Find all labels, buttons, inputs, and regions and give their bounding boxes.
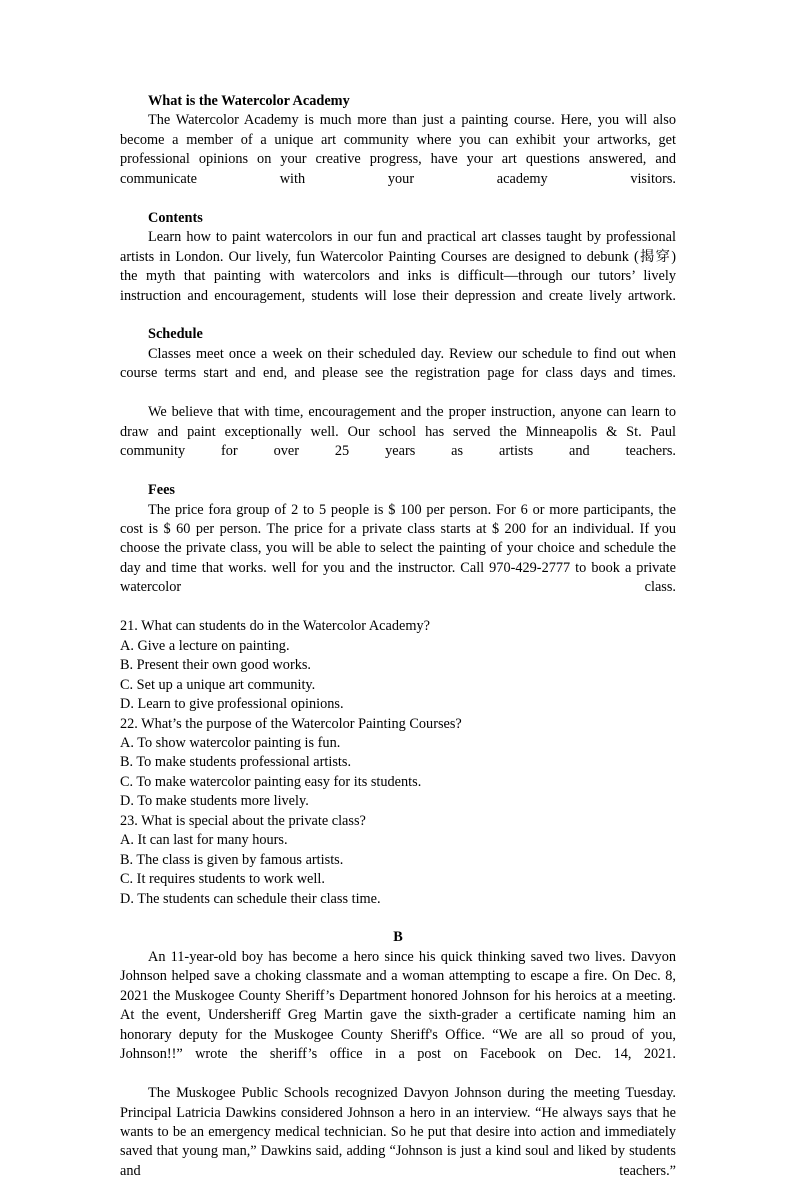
question-23 [120, 812, 676, 909]
question-option[interactable]: B. To make students professional artists. [120, 754, 352, 771]
question-option[interactable]: C. It requires students to work well. [120, 871, 325, 888]
question-option[interactable]: A. Give a lecture on painting. [120, 637, 290, 654]
section-heading: What is the Watercolor Academy [148, 93, 350, 109]
question-option[interactable]: D. Learn to give professional opinions. [120, 696, 344, 713]
question-stem: 23. What is special about the private class? [120, 812, 366, 829]
passage-a [120, 92, 676, 909]
section-paragraph: We believe that with time, encouragement and the proper instruction, anyone can learn to draw and paint exceptionally well. Our school has served the Minneapolis & St. Paul community for over 25 years as artists and teachers. [120, 404, 676, 460]
section-what-is-the-watercolor-academy [120, 92, 676, 209]
question-option[interactable]: A. It can last for many hours. [120, 832, 288, 849]
passage-b-label: B [393, 929, 403, 946]
question-option[interactable]: B. Present their own good works. [120, 657, 312, 674]
section-schedule [120, 325, 676, 481]
passage-b-paragraph: The Muskogee Public Schools recognized Davyon Johnson during the meeting Tuesday. Principal Latricia Dawkins considered Johnson a hero in an interview. “He always says that he wants to be an emergency medical technician. So he put that desire into action and immediately saved that young man,” Dawkins said, adding “Johnson is just a kind soul and liked by students and teachers.” [120, 1085, 676, 1179]
section-heading: Fees [148, 482, 175, 499]
section-fees [120, 481, 676, 617]
section-heading: Schedule [148, 326, 203, 343]
question-stem: 22. What’s the purpose of the Watercolor Painting Courses? [120, 715, 462, 732]
question-22 [120, 715, 676, 812]
question-option[interactable]: C. Set up a unique art community. [120, 676, 316, 693]
section-heading: Contents [148, 209, 203, 226]
question-option[interactable]: D. The students can schedule their class time. [120, 890, 381, 907]
passage-b [120, 928, 676, 1200]
question-option[interactable]: C. To make watercolor painting easy for its students. [120, 773, 422, 790]
section-paragraph: Learn how to paint watercolors in our fun and practical art classes taught by professional artists in London. Our lively, fun Watercolor Painting Courses are designed to debunk (揭穿) the myth that painting with watercolors and inks is difficult—through our tutors’ lively instruction and encouragement, students will lose their depression and create lively artwork. [120, 229, 676, 304]
question-option[interactable]: A. To show watercolor painting is fun. [120, 734, 341, 751]
document-body [120, 92, 676, 1201]
question-option[interactable]: D. To make students more lively. [120, 793, 309, 810]
question-21 [120, 617, 676, 714]
question-stem: 21. What can students do in the Watercolor Academy? [120, 618, 430, 635]
section-paragraph: Classes meet once a week on their scheduled day. Review our schedule to find out when course terms start and end, and please see the registration page for class days and times. [120, 345, 676, 382]
question-option[interactable]: B. The class is given by famous artists. [120, 851, 344, 868]
section-contents [120, 209, 676, 326]
passage-b-paragraph: An 11-year-old boy has become a hero since his quick thinking saved two lives. Davyon Johnson helped save a choking classmate and a woman attempting to escape a fire. On Dec. 8, 2021 the Muskogee County Sheriff’s Department honored Johnson for his heroics at a meeting. At the event, Undersheriff Greg Martin gave the sixth-grader a certificate naming him an honorary deputy for the Muskogee County Sheriff's Office. “We are all so proud of you, Johnson!!” wrote the sheriff’s office in a post on Facebook on Dec. 14, 2021. [120, 948, 676, 1063]
section-paragraph: The price fora group of 2 to 5 people is $ 100 per person. For 6 or more participants, the cost is $ 60 per person. The price for a private class starts at $ 200 for an individual. If you choose the private class, you will be able to select the painting of your choice and schedule the day and time that works. well for you and the instructor. Call 970-429-2777 to book a private watercolor class. [120, 501, 676, 596]
section-paragraph: The Watercolor Academy is much more than just a painting course. Here, you will also become a member of a unique art community where you can exhibit your artworks, get professional opinions on your creative progress, have your art questions answered, and communicate with your academy visitors. [120, 112, 676, 187]
